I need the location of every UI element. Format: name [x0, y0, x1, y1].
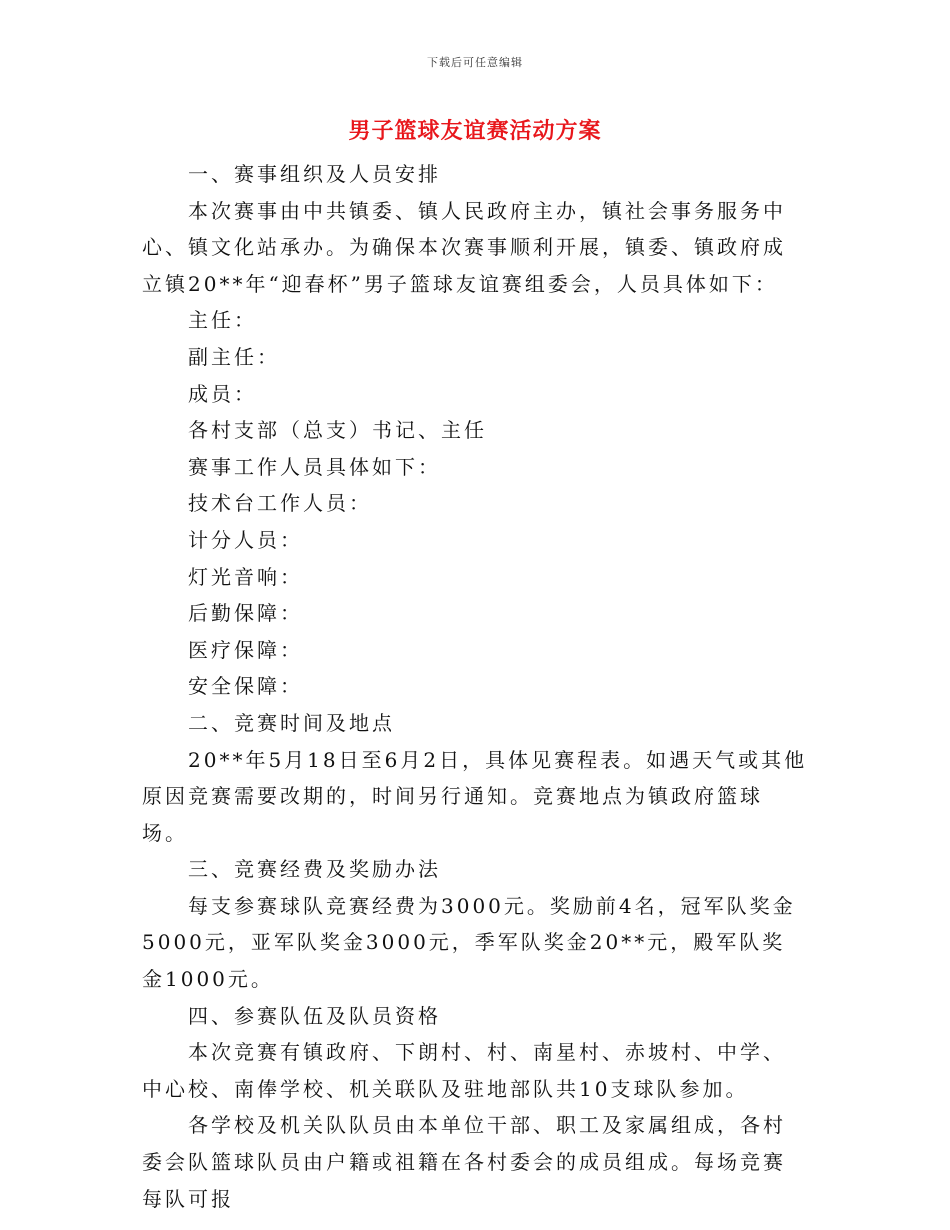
staff-intro: 赛事工作人员具体如下： — [188, 454, 441, 479]
staff-logistics: 后勤保障： — [188, 601, 303, 626]
document-body — [142, 156, 808, 1217]
document-title: 男子篮球友谊赛活动方案 — [348, 118, 602, 144]
section-heading-organization: 一、赛事组织及人员安排 — [188, 162, 441, 186]
paragraph-eligibility: 各学校及机关队队员由本单位干部、职工及家属组成，各村委会队篮球队员由户籍或祖籍在各村委会的成员组成。每场竞赛每队可报 — [142, 1113, 786, 1211]
section-heading-time-location: 二、竞赛时间及地点 — [188, 710, 395, 735]
role-deputy-director: 副主任： — [188, 344, 280, 369]
staff-security: 安全保障： — [188, 674, 303, 699]
page-header: 下载后可任意编辑 — [427, 56, 523, 69]
section-heading-teams: 四、参赛队伍及队员资格 — [188, 1003, 441, 1028]
staff-technical-desk: 技术台工作人员： — [188, 491, 372, 516]
paragraph-teams: 本次竞赛有镇政府、下朗村、村、南星村、赤坡村、中学、中心校、南俸学校、机关联队及驻地部队共10支球队参加。 — [142, 1040, 786, 1101]
role-village-secretaries: 各村支部（总支）书记、主任 — [188, 418, 487, 443]
staff-scoring: 计分人员： — [188, 527, 303, 552]
role-members: 成员： — [188, 381, 257, 406]
role-director: 主任： — [188, 308, 257, 333]
staff-lighting-sound: 灯光音响： — [188, 564, 303, 589]
paragraph-time-location: 20**年5月18日至6月2日，具体见赛程表。如遇天气或其他原因竞赛需要改期的，时间另行通知。竞赛地点为镇政府篮球场。 — [142, 747, 808, 845]
staff-medical: 医疗保障： — [188, 637, 303, 662]
paragraph-funding: 每支参赛球队竞赛经费为3000元。奖励前4名，冠军队奖金5000元，亚军队奖金3000元，季军队奖金20**元，殿军队奖金1000元。 — [142, 893, 796, 992]
paragraph-organizers: 本次赛事由中共镇委、镇人民政府主办，镇社会事务服务中心、镇文化站承办。为确保本次赛事顺利开展，镇委、镇政府成立镇20**年“迎春杯”男子篮球友谊赛组委会，人员具体如下： — [142, 198, 786, 296]
section-heading-funding: 三、竞赛经费及奖励办法 — [188, 857, 441, 882]
